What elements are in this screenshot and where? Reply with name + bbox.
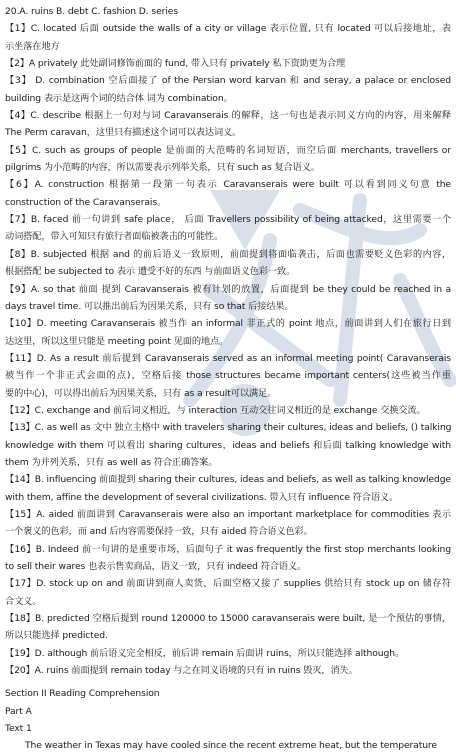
answer-line-23: 【12】C. exchange and 前后词义相近，与 interaction 互动交往词义相近的是 exchange 交换交流。 (5, 404, 426, 416)
answer-line-27: 【14】B. influencing 前面提到 sharing their cultures, ideas and beliefs, as well as talking knowledge (5, 474, 451, 486)
answer-line-10: 【6】A. construction 根据第一段第一句表示 Caravanserais were built 可以看到同义句意 the (5, 179, 451, 191)
answer-line-36: 所以只能选择 predicted. (5, 630, 108, 642)
answer-line-29: 【15】A. aided 前面讲到 Caravanserais were also an important marketplace for commodities 表示 (5, 508, 451, 520)
answer-line-11: construction of the Caravanserais。 (5, 196, 167, 208)
answer-line-33: 【17】D. stock up on and 前面讲到商人卖货，后面空格又接了 supplies 供给只有 stock up on 储存符 (5, 578, 451, 590)
answer-line-24: 【13】C. as well as 文中 独立主格中 with travelers sharing their cultures, ideas and beliefs, () talking (5, 422, 451, 434)
passage-opening-line: The weather in Texas may have cooled since the recent extreme heat, but the temperature (25, 740, 437, 752)
answer-line-12: 【7】B. faced 前一句讲到 safe place， 后面 Travellers possibility of being attacked，这里需要一个 (5, 214, 451, 226)
answer-line-37: 【19】D. although 前后语义完全相反，前后讲 remain 后面讲 ruins，所以只能选择 although。 (5, 647, 405, 659)
answer-line-25: knowledge with them 可以看出 sharing cultures，ideas and beliefs 和后面 talking knowledge with (5, 439, 451, 451)
answer-line-3: 【2】A privately 此处副词修饰前面的 fund, 带入只有 privately 私下资助更为合理 (5, 58, 346, 70)
answer-line-31: 【16】B. Indeed 前一句讲的是重要市场，后面句子 it was frequently the first stop merchants looking (5, 543, 451, 555)
answer-line-22: 要的中心)，可以得出前后为因果关系，只有 as a result可以满足。 (5, 387, 277, 399)
section-title: Section II Reading Comprehension (5, 688, 160, 700)
answer-line-20: 【11】D. As a result 前后提到 Caravanserais served as an informal meeting point( Caravanserais (5, 352, 451, 364)
answer-line-15: 根据搭配 be subjected to 表示 遭受不好的东西 与前面语义色彩一致。 (5, 266, 296, 278)
answer-line-6: 【4】C. describe 根据上一句对与词 Caravanserais 的解释，这一句也是表示同义方向的内容，用来解释 (5, 110, 451, 122)
answer-line-19: 达这里，所以这里只能是 meeting point 见面的地点。 (5, 335, 229, 347)
answer-line-4: 【3】 D. combination 空后面接了 of the Persian word karvan 和 and seray, a palace or enclosed (5, 75, 451, 87)
answer-line-16: 【9】A. so that 前面 提到 Caravanserais 被有计划的放置，后面提到 be they could be reached in a (5, 283, 451, 295)
answer-line-13: 动词搭配，带入可知只有旅行者面临被袭击的可能性。 (5, 231, 224, 243)
answer-line-38: 【20】A. ruins 前面提到 remain today 与之在同义语境的只有 in ruins 毁灭，消失。 (5, 665, 358, 677)
answer-line-2: 示坐落在地方 (5, 40, 60, 52)
answer-header: 20.A. ruins B. debt C. fashion D. series (5, 6, 179, 17)
answer-line-17: days travel time. 可以推出前后为因果关系，只有 so that 后接结果。 (5, 300, 294, 312)
part-title: Part A (5, 705, 32, 717)
answer-line-21: 被当作一个非正式会面的点)，空格后接 those structures became important centers(这些被当作重 (5, 370, 451, 382)
answer-line-32: to sell their wares 也表示售卖商品，语义一致，只有 indeed 符合语义。 (5, 561, 307, 572)
answer-line-18: 【10】D. meeting Caravanserais 被当作 an informal 非正式的 point 地点，前面讲到人们在旅行日到 (5, 318, 451, 330)
answer-line-30: 一个褒义的色彩，而 and 后内容需要保持一致，只有 aided 符合语义色彩。 (5, 526, 313, 538)
answer-line-1: 【1】C. located 后面 outside the walls of a city or village 表示位置, 只有 located 可以后接地址，表 (5, 23, 451, 35)
answer-line-9: pilgrims 为小范畴的内容，所以需要表示列举关系，只有 such as 复合语义。 (5, 162, 320, 174)
answer-line-35: 【18】B. predicted 空格后提到 round 120000 to 15000 caravanserais were built, 是一个预估的事情， (5, 613, 451, 625)
answer-line-7: The Perm caravan，这里只有描述这个词可以表达词义。 (5, 127, 242, 139)
document-page (5, 3, 451, 755)
answer-line-26: them 为并列关系，只有 as well as 符合正确答案。 (5, 456, 218, 468)
answer-line-14: 【8】B. subjected 根据 and 的前后语义一致原则，前面提到将面临袭击，后面也需要贬义色彩的内容， (5, 248, 451, 260)
text-title: Text 1 (5, 723, 32, 735)
answer-line-34: 合文义。 (5, 595, 42, 607)
answer-line-5: building 表示是这两个词的结合体 词为 combination。 (5, 92, 233, 104)
answer-line-28: with them, affine the development of several civilizations. 带入只有 influence 符合语义。 (5, 491, 399, 503)
answer-line-8: 【5】C. such as groups of people 是前面的大范畴的名词短语，而空后面 merchants, travellers or (5, 144, 451, 156)
